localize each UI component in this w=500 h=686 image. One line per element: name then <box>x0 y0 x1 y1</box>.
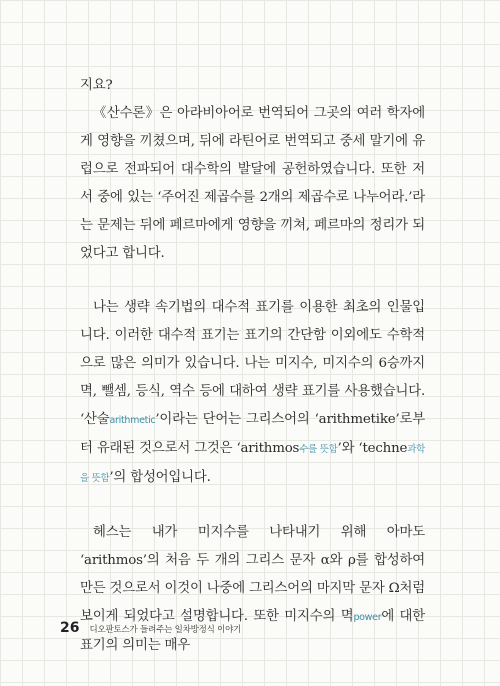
paragraph-1 <box>80 72 425 100</box>
body-text <box>80 72 425 660</box>
gloss-annotation: 수를 뜻함 <box>299 444 338 455</box>
paragraph-3 <box>80 294 425 493</box>
text-segment: 에 대한 표기의 의미는 매우 <box>80 609 425 653</box>
gloss-annotation: 과학을 뜻함 <box>80 444 426 484</box>
text-segment: 나는 생략 속기법의 대수적 표기를 이용한 최초의 인물입니다. 이러한 대수적 표기는 표기의 간단함 이외에도 수학적으로 많은 의미가 있습니다. 나는 미지수, 미지수의 6승까지 멱, 뺄셈, 등식, 역수 등에 대하여 생략 표기를 사용했습니다. ‘산술 <box>80 300 425 427</box>
text-segment: 《산수론》은 아라비아어로 번역되어 그곳의 여러 학자에게 영향을 끼쳤으며, 뒤에 라틴어로 번역되고 중세 말기에 유럽으로 전파되어 대수학의 발달에 공헌하였습니다. 또한 저서 중에 있는 ‘주어진 제곱수를 2개의 제곱수로 나누어라.’라는 문제는 뒤에 페르마에게 영향을 끼쳐, 페르마의 정리가 되었다고 합니다. <box>80 106 425 261</box>
text-segment: 지요? <box>80 78 113 93</box>
text-segment: ’의 합성어입니다. <box>109 470 211 485</box>
paragraph-4 <box>80 519 425 660</box>
gloss-annotation: power <box>353 612 382 623</box>
paragraph-2 <box>80 100 425 268</box>
gloss-annotation: arithmetic <box>109 415 156 426</box>
running-title: 디오판토스가 들려주는 일차방정식 이야기 <box>89 625 242 635</box>
text-segment: 헤스는 내가 미지수를 나타내기 위해 아마도 ‘arithmos’의 처음 두 개의 그리스 문자 α와 ρ를 합성하여 만든 것으로서 이것이 나중에 그리스어의 마지막 문자 Ω처럼 보이게 되었다고 설명합니다. 또한 미지수의 멱 <box>80 525 425 624</box>
page-number: 26 <box>60 620 80 636</box>
text-segment: ’와 ‘techne <box>337 441 408 456</box>
page-footer <box>60 620 241 636</box>
text-segment: ’이라는 단어는 그리스어의 ‘arithmetike’로부터 유래된 것으로서 그것은 ‘arithmos <box>80 412 425 456</box>
